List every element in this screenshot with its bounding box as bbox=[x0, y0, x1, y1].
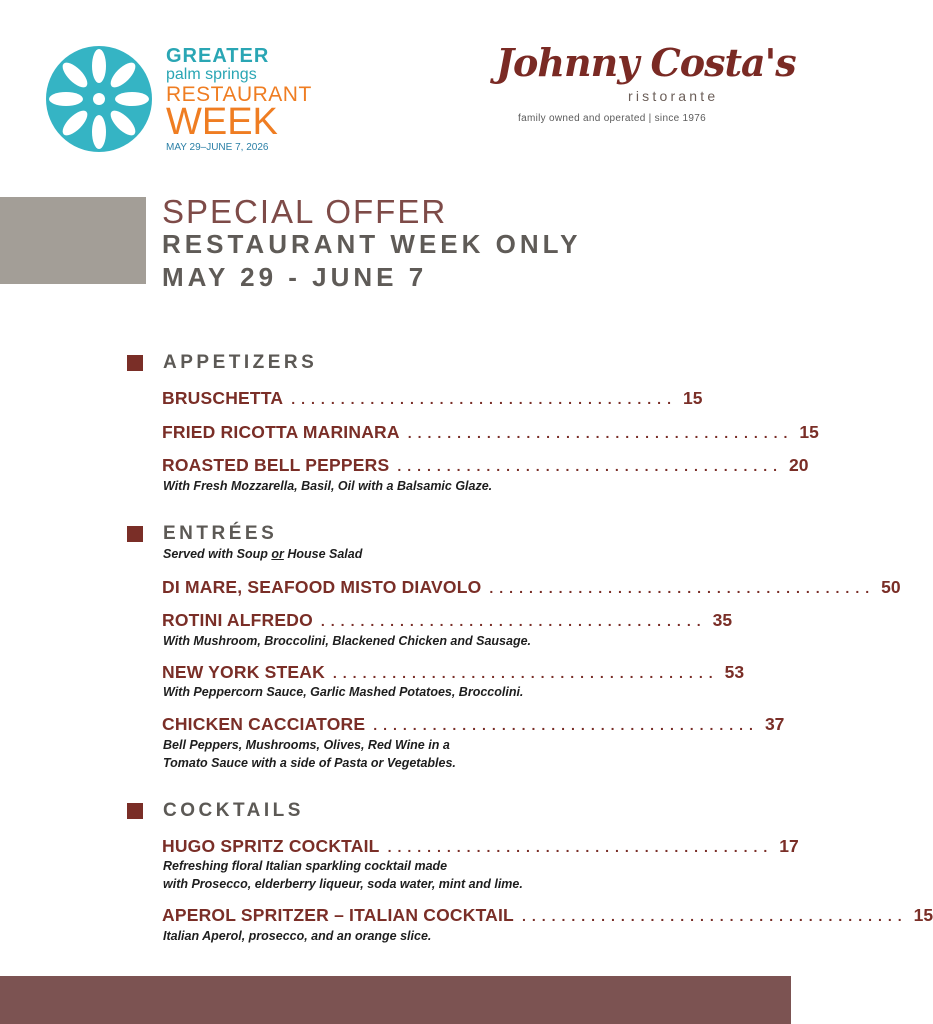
dot-leader: ....................................... bbox=[387, 839, 774, 855]
rw-palm-springs: palm springs bbox=[166, 66, 257, 83]
item-name: FRIED RICOTTA MARINARA bbox=[162, 422, 400, 442]
section-title: COCKTAILS bbox=[163, 800, 304, 821]
restaurant-week-wordmark bbox=[166, 45, 312, 155]
note-post: House Salad bbox=[283, 547, 363, 561]
item-price: 15 bbox=[682, 388, 703, 408]
flower-emblem-icon bbox=[44, 44, 154, 154]
item-name: CHICKEN CACCIATORE bbox=[162, 714, 366, 734]
item-price: 15 bbox=[799, 422, 819, 442]
note-or: or bbox=[271, 547, 284, 561]
rw-restaurant: RESTAURANT bbox=[166, 83, 312, 106]
decorative-grey-block bbox=[0, 197, 146, 284]
section-bullet bbox=[127, 803, 143, 819]
menu-item bbox=[162, 905, 933, 927]
item-price: 50 bbox=[881, 577, 901, 597]
rw-dates: MAY 29–JUNE 7, 2026 bbox=[166, 142, 269, 153]
offer-subtitle: RESTAURANT WEEK ONLY bbox=[162, 229, 582, 259]
menu-item bbox=[162, 610, 733, 632]
item-price: 53 bbox=[724, 662, 745, 682]
item-description: with Prosecco, elderberry liqueur, soda water, mint and lime. bbox=[163, 877, 523, 891]
section-bullet bbox=[127, 355, 143, 371]
section-bullet bbox=[127, 526, 143, 542]
dot-leader: ....................................... bbox=[320, 613, 707, 629]
brand-name: Johnny Costa's bbox=[496, 40, 796, 85]
item-name: ROTINI ALFREDO bbox=[162, 610, 313, 630]
item-price: 17 bbox=[779, 836, 799, 856]
note-pre: Served with Soup bbox=[163, 547, 272, 561]
item-description: With Fresh Mozzarella, Basil, Oil with a Balsamic Glaze. bbox=[163, 479, 493, 493]
item-price: 35 bbox=[712, 610, 733, 630]
item-name: APEROL SPRITZER – ITALIAN COCKTAIL bbox=[162, 905, 514, 925]
dot-leader: ....................................... bbox=[407, 425, 794, 441]
item-name: ROASTED BELL PEPPERS bbox=[162, 455, 390, 475]
item-description: With Mushroom, Broccolini, Blackened Chicken and Sausage. bbox=[163, 634, 532, 648]
dot-leader: ....................................... bbox=[521, 908, 908, 924]
menu-item bbox=[162, 455, 809, 477]
item-description: Bell Peppers, Mushrooms, Olives, Red Wine in a bbox=[163, 738, 450, 752]
item-description: With Peppercorn Sauce, Garlic Mashed Potatoes, Broccolini. bbox=[163, 685, 524, 699]
entrees-note bbox=[163, 547, 362, 561]
dot-leader: ....................................... bbox=[489, 580, 876, 596]
item-name: HUGO SPRITZ COCKTAIL bbox=[162, 836, 380, 856]
dot-leader: ....................................... bbox=[373, 717, 759, 733]
dot-leader: ....................................... bbox=[291, 391, 677, 407]
menu-item bbox=[162, 388, 703, 410]
offer-dates: MAY 29 - JUNE 7 bbox=[162, 262, 428, 292]
item-description: Refreshing floral Italian sparkling cocktail made bbox=[163, 859, 448, 873]
menu-item bbox=[162, 577, 901, 599]
dot-leader: ....................................... bbox=[332, 665, 719, 681]
item-name: DI MARE, SEAFOOD MISTO DIAVOLO bbox=[162, 577, 482, 597]
menu-item bbox=[162, 422, 819, 444]
section-cocktails-header bbox=[127, 800, 304, 822]
rw-week: WEEK bbox=[166, 101, 278, 143]
menu-item bbox=[162, 714, 785, 736]
rw-greater: GREATER bbox=[166, 45, 270, 67]
section-appetizers-header bbox=[127, 352, 317, 374]
section-title: APPETIZERS bbox=[163, 352, 318, 373]
item-description: Tomato Sauce with a side of Pasta or Vegetables. bbox=[163, 756, 456, 770]
brand-subtitle: ristorante bbox=[628, 88, 719, 104]
restaurant-week-logo bbox=[44, 44, 312, 154]
item-price: 20 bbox=[789, 455, 809, 475]
dot-leader: ....................................... bbox=[397, 458, 784, 474]
menu-item bbox=[162, 836, 799, 858]
item-price: 15 bbox=[913, 905, 933, 925]
brand-tagline: family owned and operated | since 1976 bbox=[518, 113, 707, 124]
section-entrees-header bbox=[127, 523, 277, 545]
section-title: ENTRÉES bbox=[163, 523, 278, 544]
menu-item bbox=[162, 662, 745, 684]
item-description: Italian Aperol, prosecco, and an orange slice. bbox=[163, 929, 432, 943]
item-name: BRUSCHETTA bbox=[162, 388, 284, 408]
footer-bar bbox=[0, 976, 791, 1024]
item-price: 37 bbox=[764, 714, 785, 734]
offer-title: SPECIAL OFFER bbox=[162, 193, 448, 230]
item-name: NEW YORK STEAK bbox=[162, 662, 325, 682]
